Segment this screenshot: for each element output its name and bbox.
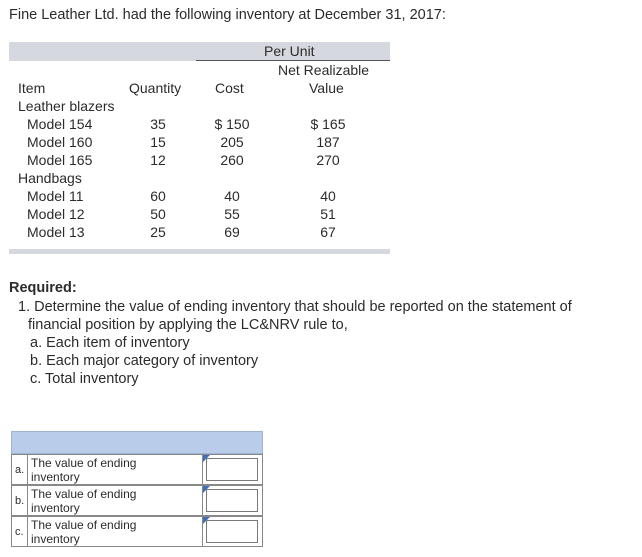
answer-row-c [11, 516, 263, 547]
table-row-cost: 55 [224, 206, 240, 222]
table-row-quantity: 50 [150, 206, 166, 222]
table-row-quantity: 15 [150, 134, 166, 150]
table-row-cost: 260 [220, 152, 244, 168]
answer-row-b [11, 485, 263, 516]
answer-input-field[interactable] [206, 489, 258, 512]
answer-label: The value of ending inventory [28, 485, 203, 516]
header-nrv-line1: Net Realizable [278, 62, 370, 78]
answer-letter: c. [11, 516, 28, 547]
answer-input-a[interactable] [203, 454, 263, 485]
header-cost: Cost [215, 80, 244, 96]
answer-letter: b. [11, 485, 28, 516]
table-row-nrv: 270 [316, 152, 340, 168]
header-quantity: Quantity [129, 80, 182, 96]
answer-label: The value of ending inventory [28, 516, 203, 547]
answer-letter: a. [11, 454, 28, 485]
required-heading: Required: [9, 280, 77, 296]
question-1 [18, 298, 638, 334]
header-per-unit: Per Unit [264, 43, 315, 59]
table-row-item: Model 12 [27, 206, 85, 222]
intro-text: Fine Leather Ltd. had the following inventory at December 31, 2017: [9, 7, 446, 23]
table-row-nrv: 40 [320, 188, 336, 204]
header-nrv-line2: Value [309, 80, 344, 96]
table-row-nrv: 51 [320, 206, 336, 222]
question-1-line1: 1. Determine the value of ending inventory that should be reported on the statement of [18, 299, 572, 315]
table-row-item: Model 11 [27, 188, 84, 204]
table-row-nrv: 67 [320, 224, 336, 240]
table-row-quantity: 35 [150, 116, 166, 132]
answer-input-field[interactable] [206, 520, 258, 543]
table-row-quantity: 25 [150, 224, 166, 240]
answer-input-c[interactable] [203, 516, 263, 547]
answer-label: The value of ending inventory [28, 454, 203, 485]
table-footer-band [9, 249, 390, 254]
table-row-item: Model 154 [27, 116, 93, 132]
answer-input-b[interactable] [203, 485, 263, 516]
table-row-item: Model 160 [27, 134, 93, 150]
header-item: Item [18, 80, 46, 96]
table-row-quantity: 60 [150, 188, 166, 204]
question-1-line2: financial position by applying the LC&NRV rule to, [28, 317, 348, 333]
table-row-quantity: 12 [150, 152, 166, 168]
table-header-band [9, 42, 390, 61]
requirement-c: c. Total inventory [30, 371, 139, 387]
answer-grid-header [11, 431, 263, 454]
table-row-cost: $ 150 [214, 116, 250, 132]
table-row-nrv: $ 165 [310, 116, 346, 132]
table-row-item: Model 165 [27, 152, 93, 168]
table-row-cost: 69 [224, 224, 240, 240]
answer-row-a [11, 454, 263, 485]
answer-input-field[interactable] [206, 458, 258, 481]
requirement-b: b. Each major category of inventory [30, 353, 259, 369]
answer-grid [11, 431, 263, 548]
table-row-cost: 40 [224, 188, 240, 204]
table-row-item: Model 13 [27, 224, 85, 240]
table-row-nrv: 187 [316, 134, 340, 150]
table-row-cost: 205 [220, 134, 244, 150]
category-label: Handbags [18, 170, 82, 186]
category-label: Leather blazers [18, 98, 115, 114]
requirement-a: a. Each item of inventory [30, 335, 190, 351]
